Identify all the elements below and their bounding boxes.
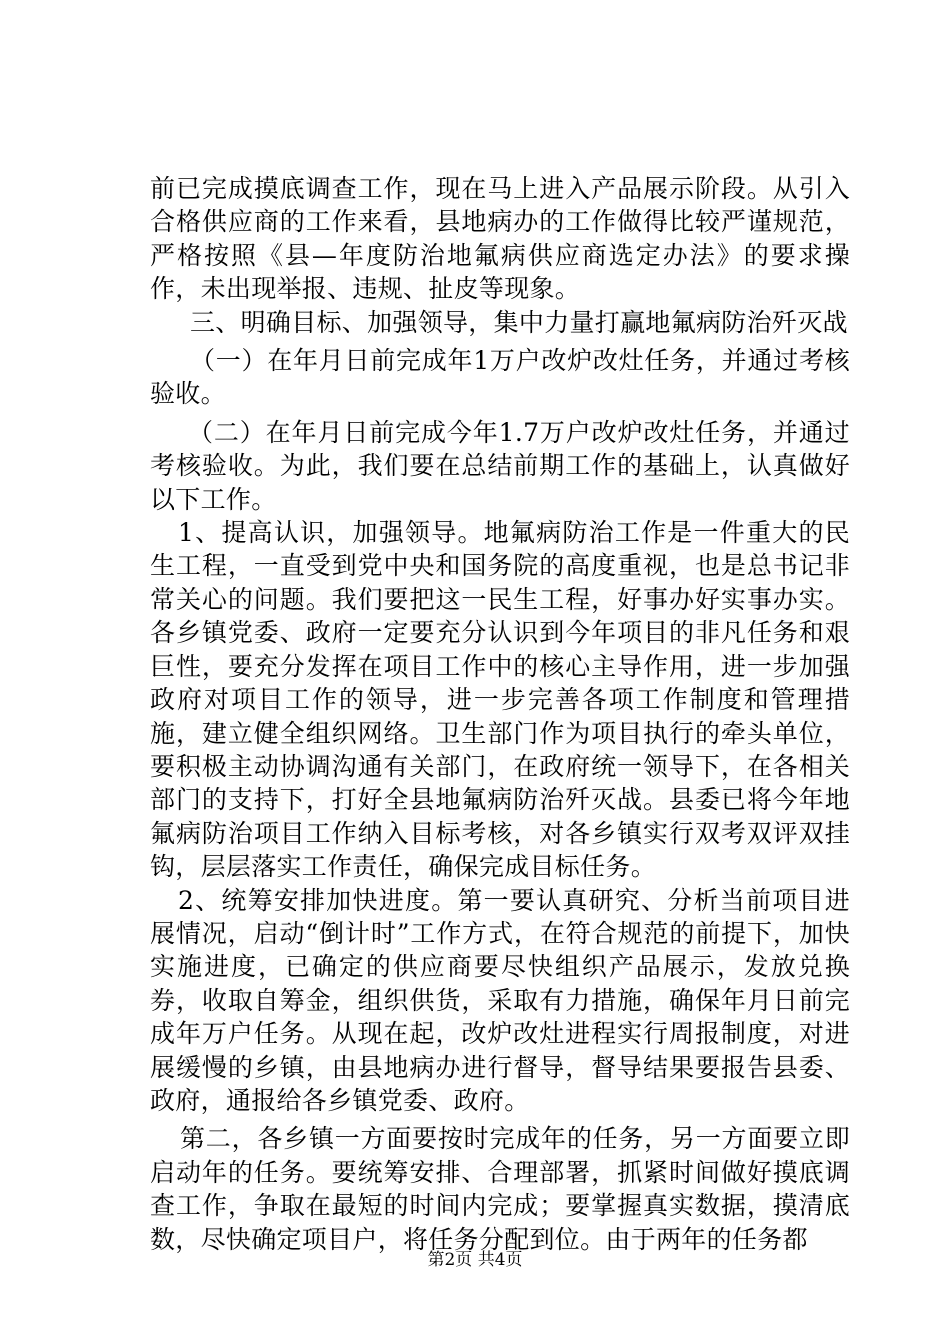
paragraph: 第二，各乡镇一方面要按时完成年的任务，另一方面要立即启动年的任务。要统筹安排、合理部署，抓紧时间做好摸底调查工作，争取在最短的时间内完成；要掌握真实数据，摸清底数，尽快确定项目户，将任务分配到位。由于两年的任务都 <box>150 1124 850 1254</box>
paragraph: 前已完成摸底调查工作，现在马上进入产品展示阶段。从引入合格供应商的工作来看，县地病办的工作做得比较严谨规范，严格按照《县—年度防治地氟病供应商选定办法》的要求操作，未出现举报、违规、扯皮等现象。 <box>150 174 850 304</box>
paragraph: 2、统筹安排加快进度。第一要认真研究、分析当前项目进展情况，启动“倒计时”工作方式，在符合规范的前提下，加快实施进度，已确定的供应商要尽快组织产品展示，发放兑换券，收取自筹金，组织供货，采取有力措施，确保年月日前完成年万户任务。从现在起，改炉改灶进程实行周报制度，对进展缓慢的乡镇，由县地病办进行督导，督导结果要报告县委、政府，通报给各乡镇党委、政府。 <box>150 885 850 1115</box>
document-body <box>150 172 850 1256</box>
paragraph: 1、提高认识，加强领导。地氟病防治工作是一件重大的民生工程，一直受到党中央和国务院的高度重视，也是总书记非常关心的问题。我们要把这一民生工程，好事办好实事办实。各乡镇党委、政府一定要充分认识到今年项目的非凡任务和艰巨性，要充分发挥在项目工作中的核心主导作用，进一步加强政府对项目工作的领导，进一步完善各项工作制度和管理措施，建立健全组织网络。卫生部门作为项目执行的牵头单位，要积极主动协调沟通有关部门，在政府统一领导下，在各相关部门的支持下，打好全县地氟病防治歼灭战。县委已将今年地氟病防治项目工作纳入目标考核，对各乡镇实行双考双评双挂钩，层层落实工作责任，确保完成目标任务。 <box>150 518 850 882</box>
paragraph: （一）在年月日前完成年1万户改炉改灶任务，并通过考核验收。 <box>150 346 850 409</box>
page-footer: 第2页 共4页 <box>427 1250 523 1270</box>
paragraph: （二）在年月日前完成今年1.7万户改炉改灶任务，并通过考核验收。为此，我们要在总结前期工作的基础上，认真做好以下工作。 <box>150 417 850 514</box>
section-heading: 三、明确目标、加强领导，集中力量打赢地氟病防治歼灭战 <box>190 307 848 337</box>
